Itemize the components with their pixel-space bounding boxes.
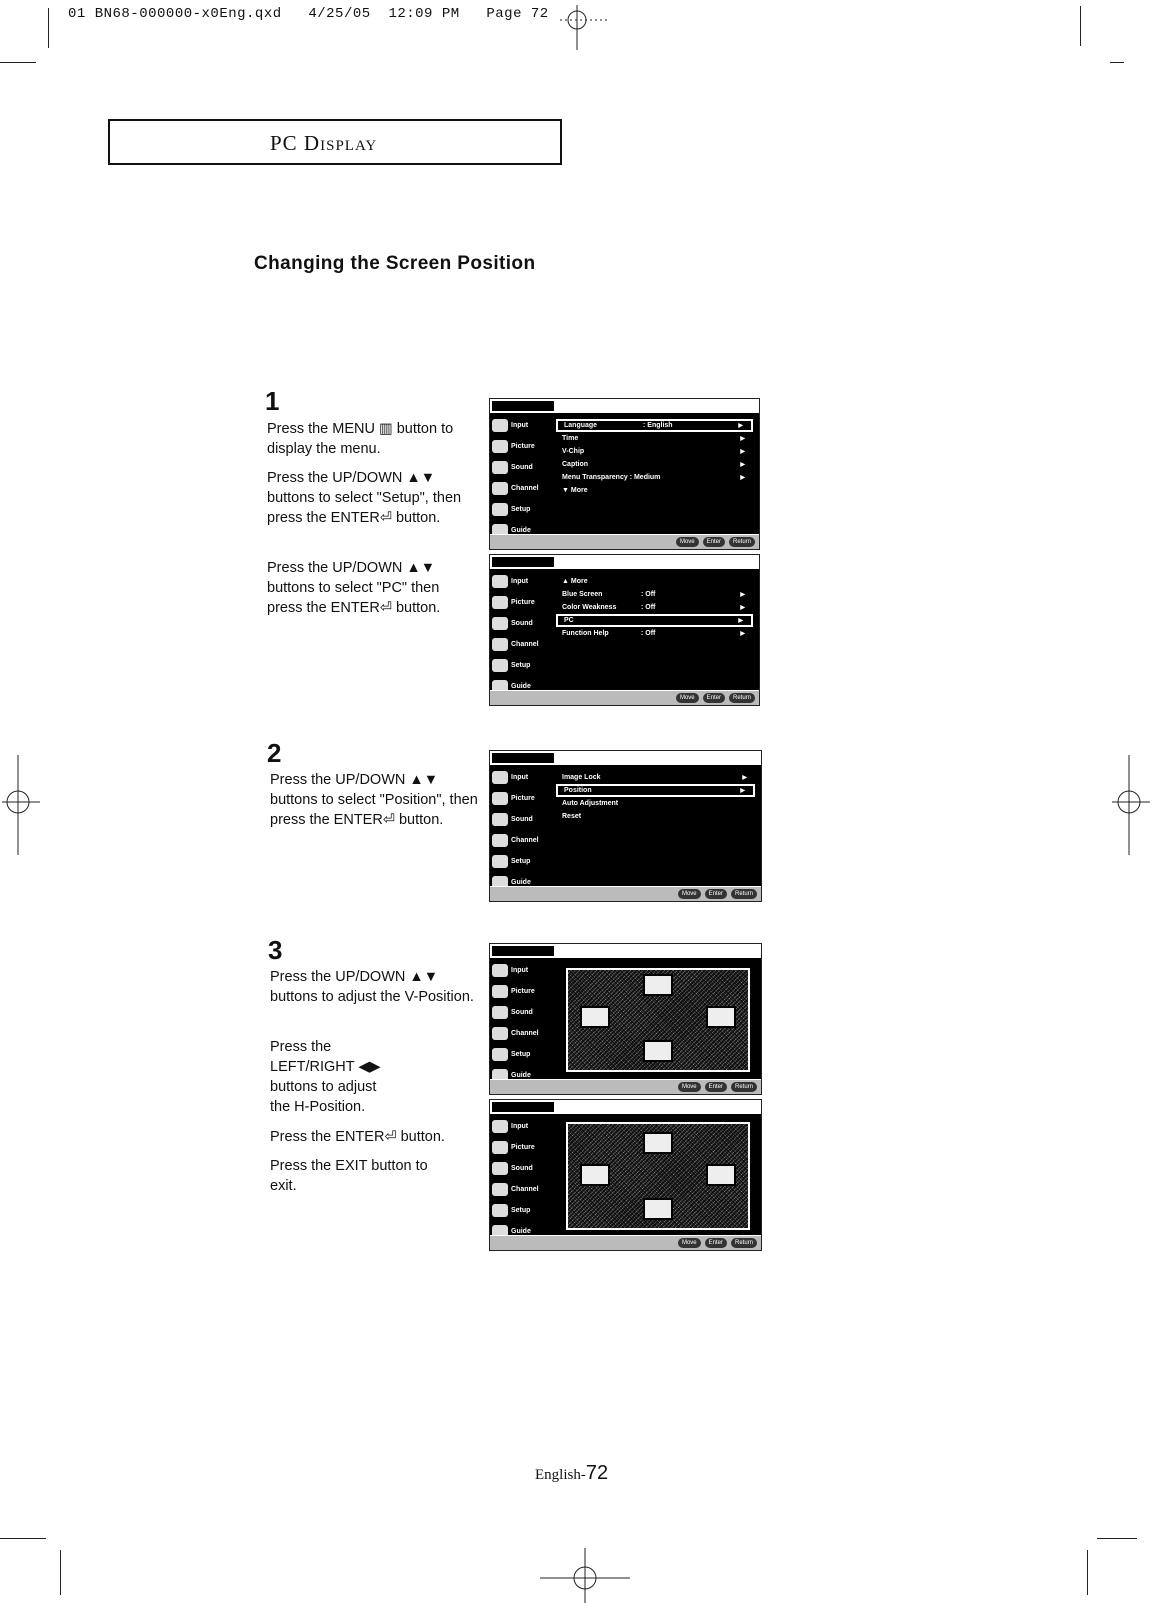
sound-icon — [492, 813, 508, 826]
position-adjust-area — [566, 1122, 750, 1230]
channel-icon — [492, 638, 508, 651]
menu-row-color-weakness: Color Weakness : Off ▶ — [562, 604, 745, 611]
crop-mark — [0, 1538, 46, 1539]
osd-screen-setup-more: Input Picture Sound Channel Setup Guide ▲ More Blue Screen : Off ▶ Color Weakness : Off ▶ PC ▶ Function Help : Off ▶ Move Enter Return — [489, 554, 760, 706]
page-title: Changing the Screen Position — [254, 253, 536, 274]
step-number: 1 — [265, 386, 280, 416]
sound-icon — [492, 461, 508, 474]
position-up-icon — [643, 974, 673, 996]
sound-icon — [492, 1006, 508, 1019]
setup-icon — [492, 1204, 508, 1217]
page-number: 72 — [585, 1462, 609, 1484]
menu-row-caption: Caption ▶ — [562, 461, 745, 468]
position-down-icon — [643, 1198, 673, 1220]
menu-row-blue-screen: Blue Screen : Off ▶ — [562, 591, 745, 598]
registration-mark-icon — [540, 1548, 630, 1603]
position-down-icon — [643, 1040, 673, 1062]
menu-row-reset: Reset — [562, 813, 582, 820]
sound-icon — [492, 617, 508, 630]
picture-icon — [492, 596, 508, 609]
step-paragraph: Press the MENU ▥ button to display the menu. — [267, 421, 454, 457]
crop-mark — [1087, 1550, 1088, 1595]
setup-icon — [492, 659, 508, 672]
input-icon — [492, 771, 508, 784]
menu-row-time: Time ▶ — [562, 435, 745, 442]
step-number: 3 — [268, 935, 283, 965]
menu-row-menu-transparency: Menu Transparency : Medium ▶ — [562, 474, 745, 481]
step-paragraph: Press the UP/DOWN ▲▼ buttons to select "Setup", then press the ENTER⏎ button. — [267, 470, 462, 526]
input-icon — [492, 1120, 508, 1133]
menu-row-position: Position ▶ — [556, 784, 755, 797]
crop-mark — [60, 1550, 61, 1595]
channel-icon — [492, 1183, 508, 1196]
menu-row-function-help: Function Help : Off ▶ — [562, 630, 745, 637]
picture-icon — [492, 440, 508, 453]
channel-icon — [492, 482, 508, 495]
position-left-icon — [580, 1006, 610, 1028]
step-paragraph: Press the UP/DOWN ▲▼ buttons to select "Position", then press the ENTER⏎ button. — [270, 772, 478, 828]
position-right-icon — [706, 1006, 736, 1028]
step-paragraph: Press the UP/DOWN ▲▼ buttons to select "PC" then press the ENTER⏎ button. — [267, 560, 441, 616]
menu-row-more: ▲ More — [562, 578, 588, 585]
step-paragraph: Press the ENTER⏎ button. — [270, 1129, 445, 1145]
position-up-icon — [643, 1132, 673, 1154]
step-paragraph: Press the EXIT button to exit. — [270, 1158, 428, 1194]
position-adjust-area — [566, 968, 750, 1072]
registration-mark-icon — [1112, 755, 1152, 855]
crop-mark — [1110, 62, 1124, 63]
setup-icon — [492, 503, 508, 516]
picture-icon — [492, 985, 508, 998]
setup-icon — [492, 855, 508, 868]
osd-screen-position-adjust-1: Input Picture Sound Channel Setup Guide Move Enter Return — [489, 943, 762, 1095]
setup-icon — [492, 1048, 508, 1061]
position-left-icon — [580, 1164, 610, 1186]
input-icon — [492, 575, 508, 588]
crop-mark — [1080, 6, 1081, 46]
step-number: 2 — [267, 738, 282, 768]
step-paragraph: Press the UP/DOWN ▲▼ buttons to adjust the V-Position. — [270, 969, 474, 1005]
channel-icon — [492, 834, 508, 847]
footer-language: English- — [535, 1467, 586, 1483]
menu-row-auto-adjustment: Auto Adjustment — [562, 800, 619, 807]
crop-mark — [48, 8, 49, 48]
osd-screen-position-adjust-2: Input Picture Sound Channel Setup Guide Move Enter Return — [489, 1099, 762, 1251]
crop-mark — [0, 62, 36, 63]
file-slug: 01 BN68-000000-x0Eng.qxd 4/25/05 12:09 PM Page 72 — [68, 6, 549, 22]
osd-screen-setup: Input Picture Sound Channel Setup Guide Language : English ▶ Time ▶ V-Chip ▶ Caption ▶ Menu Transparency : Medium ▶ ▼ More Move Enter Return — [489, 398, 760, 550]
menu-row-language: Language : English ▶ — [556, 419, 753, 432]
crop-mark — [1097, 1538, 1137, 1539]
osd-screen-pc: Input Picture Sound Channel Setup Guide Image Lock ▶ Position ▶ Auto Adjustment Reset Move Enter Return — [489, 750, 762, 902]
position-right-icon — [706, 1164, 736, 1186]
sound-icon — [492, 1162, 508, 1175]
picture-icon — [492, 1141, 508, 1154]
channel-icon — [492, 1027, 508, 1040]
page-footer — [535, 1462, 608, 1485]
input-icon — [492, 964, 508, 977]
picture-icon — [492, 792, 508, 805]
menu-row-image-lock: Image Lock ▶ — [562, 774, 747, 781]
step-paragraph: Press the LEFT/RIGHT ◀▶ buttons to adjust the H-Position. — [270, 1039, 381, 1115]
menu-row-pc: PC ▶ — [556, 614, 753, 627]
menu-row-more: ▼ More — [562, 487, 588, 494]
input-icon — [492, 419, 508, 432]
section-title: PC Display — [270, 131, 378, 155]
menu-row-vchip: V-Chip ▶ — [562, 448, 745, 455]
section-header-box — [108, 119, 562, 165]
registration-mark-icon — [0, 755, 40, 855]
registration-mark-icon — [550, 0, 610, 50]
